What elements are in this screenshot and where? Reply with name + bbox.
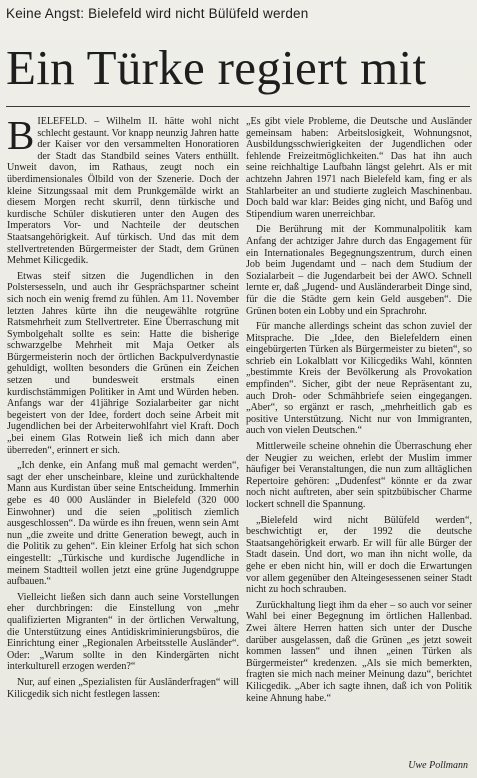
body-paragraph: Die Berührung mit der Kommunalpolitik kam Anfang der achtziger Jahre durch das Engagement für ein Internationales Begegnungszentrum, durch einen Job beim Jugendamt und – nach dem Studium der Sozialarbeit – die Jugendarbeit bei der AWO. Schnell lernte er, daß „Jugend- und Ausländerarbeit Dinge sind, für die die Städte gern kein Geld ausgeben“. Die Grünen boten ein Lobby und ein Sprachrohr. [246, 224, 472, 317]
author-byline: Uwe Pollmann [408, 760, 468, 771]
body-paragraph: Vielleicht ließen sich dann auch seine Vorstellungen eher durchbringen: die Einstellung von „mehr qualifizierten Migranten“ in der örtlichen Verwaltung, die Unterstützung eines Antidiskriminierungsbüros, die Einrichtung einer „Regionalen Arbeitsstelle Ausländer“. Oder: „Warum sollte in den Kindergärten nicht interkulturell erzogen werden?“ [7, 591, 239, 673]
lead-text: IELEFELD. – Wilhelm II. hätte wohl nicht schlecht gestaunt. Vor knapp neunzig Jahren hatte der Kaiser vor den versammelten Honoratioren der Stadt das Standbild seines Vaters enthüllt. Unweit davon, im Rathaus, zeugt noch ein überdimensionales Ölbild von der Szenerie. Doch der kleine Sitzungssaal mit dem Prunkgemälde wirkt an diesem Morgen recht skurril, denn türkische und kurdische Schüler diskutieren unter den Augen des Imperators Vor- und Nachteile der deutschen Staatsangehörigkeit. Auf türkisch. Und das mit dem stellvertretenden Bürgermeister der Stadt, dem Grünen Mehmet Kilicgedik. [7, 116, 239, 267]
drop-cap: B [7, 112, 35, 158]
body-paragraph: „Es gibt viele Probleme, die Deutsche und Ausländer gemeinsam haben: Arbeitslosigkeit, Wohnungsnot, Ausbildungsschwierigkeiten der Jugendlichen oder fehlende Freizeitmöglichkeiten.“ Das hat ihn auch seine reichhaltige Laufbahn längst gelehrt. Als er mit achtzehn Jahren 1971 nach Bielefeld kam, fing er als Stahlarbeiter an und studierte zugleich Maschinenbau. Doch bald war klar: Beides ging nicht, und Bafög und Stipendium waren unerreichbar. [246, 116, 472, 220]
body-paragraph: Für manche allerdings scheint das schon zuviel der Mitsprache. Die „Idee, den Bielefeldern einen eingebürgerten Türken als Bürgermeister zu bieten“, so schrieb ein Lokalblatt vor Kilicgediks Wahl, könnten „bestimmte Kreis der Bevölkerung als Provokation empfinden“. Sicher, gibt der neue Repräsentant zu, auch Droh- oder Schmähbriefe seien eingegangen. „Aber“, so ergänzt er rasch, „mehrheitlich gab es positive Unterstützung. Nicht nur von Immigranten, auch von vielen Deutschen.“ [246, 321, 472, 437]
body-paragraph: Etwas steif sitzen die Jugendlichen in den Polstersesseln, und auch ihr Gesprächspartner scheint sich noch ein wenig fremd zu fühlen. Am 11. November letzten Jahres kürte ihn die neugewählte rotgrüne Ratsmehrheit zum Stellvertreter. Eine Überraschung mit Symbolgehalt sollte es sein: Hatte die bisherige schwarzgelbe Mehrheit mit Maja Oetker als Bürgermeisterin noch der örtlichen Backpulverdynastie gehuldigt, wollten besonders die Grünen ein Zeichen setzen und bundesweit erstmals einen kurdischstämmigen Politiker in Amt und Würden heben. Anfangs war der 41jährige Sozialarbeiter gar nicht begeistert von der Idee, fordert doch seine Arbeit mit Jugendlichen bei der Arbeiterwohlfahrt viel Kraft. Doch „bei einem Glas Rotwein ließ ich mich dann aber überreden“, erinnert er sich. [7, 270, 239, 456]
body-paragraph: Nur, auf einen „Spezialisten für Ausländerfragen“ will Kilicgedik sich nicht festlegen lassen: [7, 676, 239, 700]
headline-divider [6, 106, 470, 107]
body-paragraph: Mittlerweile scheine ohnehin die Überraschung eher der Neugier zu weichen, erlebt der Muslim immer häufiger bei Veranstaltungen, die nun zum alltäglichen Repertoire gehören: „Dudenfest“ könnte er da zwar noch nicht auftreten, aber sein spitzbübischer Charme lockert schnell die Spannung. [246, 441, 472, 510]
body-paragraph: „Bielefeld wird nicht Bülüfeld werden“, beschwichtigt er, der 1992 die deutsche Staatsangehörigkeit erwarb. Er will für alle Bürger der Stadt dasein. Und dort, wo man ihn nicht wolle, da gehe er eben nicht hin, will er doch die Erwartungen vor allem gegenüber den Alteingesessenen seiner Stadt nicht zu hoch schrauben. [246, 514, 472, 596]
article-column-left [7, 112, 239, 700]
body-paragraph: Zurückhaltung liegt ihm da eher – so auch vor seiner Wahl bei einer Begegnung im örtlichen Hallenbad. Zwei ältere Herren hatten sich unter der Dusche darüber ausgelassen, daß die Grünen „es jetzt soweit kommen lassen“ und ihnen „einen Türken als Bürgermeister“ kredenzen. „Als sie mich bemerkten, fragten sie mich nach meiner Meinung dazu“, berichtet Kilicgedik. „Aber ich sagte ihnen, daß ich von Politik keine Ahnung habe.“ [246, 599, 472, 704]
lead-paragraph [7, 112, 239, 267]
article-column-right [246, 116, 472, 704]
article-headline: Ein Türke regiert mit [6, 40, 427, 95]
body-paragraph: „Ich denke, ein Anfang muß mal gemacht werden“, sagt der eher unscheinbare, kleine und zurückhaltende Mann aus Kurdistan über seine Entscheidung. Immerhin gebe es 40 000 Ausländer in Bielefeld (320 000 Einwohner) und die seien „politisch ziemlich ausgeschlossen“. Da würde es ihn freuen, wenn sein Amt nun „die zweite und dritte Generation bewegt, auch in die Politik zu gehen“. Ein kleiner Erfolg hat sich schon eingestellt: „Türkische und kurdische Jugendliche in meinem Stadtteil wollen jetzt eine grüne Jugendgruppe aufbauen.“ [7, 460, 239, 588]
article-kicker: Keine Angst: Bielefeld wird nicht Bülüfeld werden [6, 6, 309, 21]
